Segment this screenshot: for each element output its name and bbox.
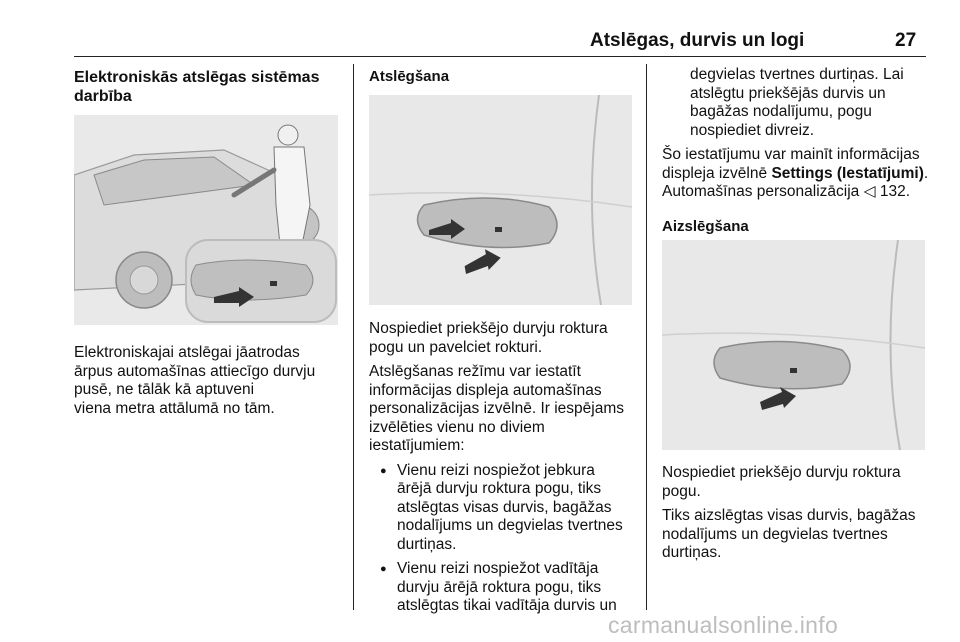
page-reference-icon: ◁ [863,183,876,200]
figure-car-keyless [74,115,338,325]
figure-handle-lock [662,240,925,450]
middle-para2-line: Atslēgšanas režīmu var iestatīt [369,363,581,380]
page-number: 27 [895,30,917,51]
middle-para1-line: Nospiediet priekšējo durvju roktura [369,320,608,337]
right-para1-line: pogu. [662,482,701,500]
settings-text-line: Šo iestatījumu var mainīt informācijas [662,146,920,163]
column-divider-2 [646,64,647,610]
middle-para2-line: iestatījumiem: [369,437,465,454]
section-title-locking: Aizslēgšana [662,217,749,235]
figure-handle-unlock [369,95,632,305]
left-body-line: pusē, ne tālāk kā aptuveni [74,381,255,398]
car-illustration [74,115,338,325]
middle-para2-line: izvēlēties vienu no diviem [369,418,545,436]
section-title-unlocking: Atslēgšana [369,68,450,85]
right-para2-line: nodalījums un degvielas tvertnes [662,525,888,543]
left-column [74,68,344,106]
bullet-option-driver: ● Vienu reizi nospiežot vadītāja durvju ārējā roktura pogu, tiks atslēgtas tikai vadītāja durvis un [369,560,644,616]
right-body-bottom [662,464,930,563]
settings-menu-name: Settings (Iestatījumi) [771,164,924,182]
bullet-option-all: ● Vienu reizi nospiežot jebkura ārējā durvju roktura pogu, tiks atslēgtas visas durvis, bagāžas nodalījums un degvielas tvertnes durtiņas. [369,462,644,555]
settings-options-list [369,462,644,616]
door-handle-lock-illustration [662,240,925,450]
settings-text-line: displeja izvēlnē Settings (Iestatījumi). [662,164,929,182]
middle-para2-line: informācijas displeja automašīnas [369,381,602,399]
page-reference: 132. [879,183,911,200]
left-body [74,344,349,418]
left-body-line: viena metra attālumā no tām. [74,399,275,417]
left-body-line: ārpus automašīnas attiecīgo durvju [74,362,316,380]
page-header-title: Atslēgas, durvis un logi [590,30,805,51]
right-para2-line: Tiks aizslēgtas visas durvis, bagāžas [662,507,916,524]
header-rule [74,56,926,57]
middle-title [369,68,639,86]
middle-para2-line: personalizācijas izvēlnē. Ir iespējams [369,400,625,417]
settings-text-line: Automašīnas personalizācija ◁ 132. [662,183,911,200]
column-divider-1 [353,64,354,610]
door-handle-illustration [369,95,632,305]
right-para1-line: Nospiediet priekšējo durvju roktura [662,464,901,481]
section-title-keyless: Elektroniskās atslēgas sistēmas darbība [74,69,320,105]
right-para2-line: durtiņas. [662,544,722,561]
middle-para1-line: pogu un pavelciet rokturi. [369,338,543,356]
middle-body [369,320,644,616]
bullet2-continuation: degvielas tvertnes durtiņas. Lai atslēgtu priekšējās durvis un bagāžas nodalījumu, pogu nospiediet divreiz. [690,66,904,139]
right-body-top [662,66,930,236]
watermark: carmanualsonline.info [608,612,839,638]
left-body-line: Elektroniskajai atslēgai jāatrodas [74,344,300,361]
